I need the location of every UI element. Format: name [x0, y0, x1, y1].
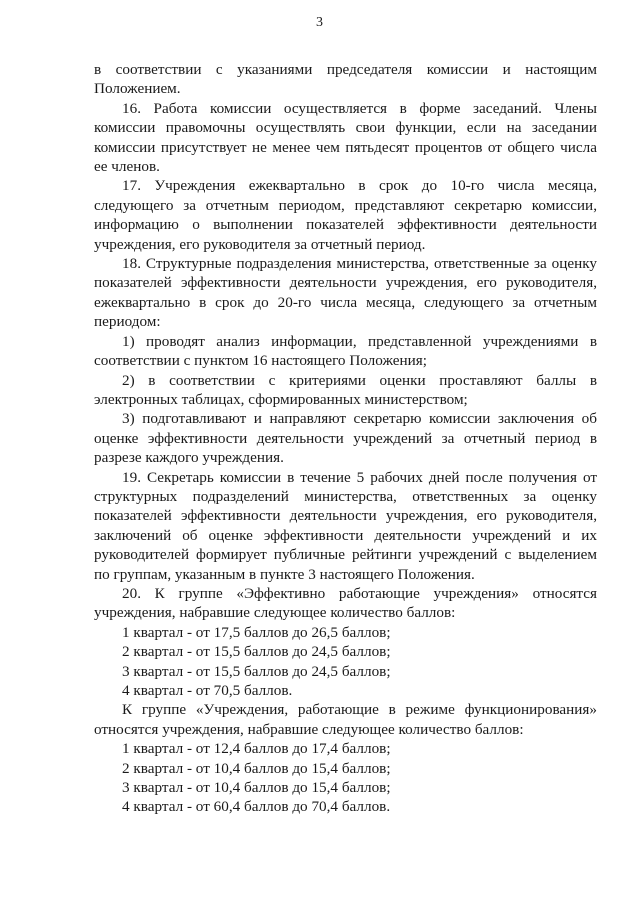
group-functioning-quarter-4: 4 квартал - от 60,4 баллов до 70,4 баллов. [122, 798, 391, 816]
paragraph-18: 18. Структурные подразделения министерства, ответственные за оценку показателей эффективности деятельности учреждения, его руководителя, ежеквартально в срок до 20-го числа месяца, следующего за отчетным периодом: [94, 255, 597, 331]
paragraph-continuation: в соответствии с указаниями председателя комиссии и настоящим Положением. [94, 61, 597, 98]
paragraph-18-item-1: 1) проводят анализ информации, представленной учреждениями в соответствии с пунктом 16 настоящего Положения; [94, 332, 597, 370]
paragraph-18-item-3: 3) подготавливают и направляют секретарю комиссии заключения об оценке эффективности деятельности учреждений за отчетный период в разрезе каждого учреждения. [94, 410, 597, 467]
group-functioning-quarter-2: 2 квартал - от 10,4 баллов до 15,4 баллов; [122, 759, 391, 777]
paragraph-18-item-2: 2) в соответствии с критериями оценки проставляют баллы в электронных таблицах, сформированных министерством; [94, 371, 597, 408]
page-number: 3 [316, 15, 323, 30]
group-effective-quarter-4: 4 квартал - от 70,5 баллов. [122, 682, 293, 699]
group-effective-quarter-3: 3 квартал - от 15,5 баллов до 24,5 баллов; [122, 662, 391, 680]
group-effective-quarter-1: 1 квартал - от 17,5 баллов до 26,5 баллов; [122, 623, 391, 641]
group-effective-quarter-2: 2 квартал - от 15,5 баллов до 24,5 баллов; [122, 643, 391, 661]
group-functioning-quarter-1: 1 квартал - от 12,4 баллов до 17,4 баллов; [122, 740, 391, 758]
paragraph-20: 20. К группе «Эффективно работающие учреждения» относятся учреждения, набравшие следующее количество баллов: [94, 584, 597, 622]
paragraph-functioning-group: К группе «Учреждения, работающие в режиме функционирования» относятся учреждения, набравшие следующее количество баллов: [94, 701, 597, 738]
document-body [94, 60, 597, 817]
group-functioning-quarter-3: 3 квартал - от 10,4 баллов до 15,4 баллов; [122, 779, 391, 797]
paragraph-16: 16. Работа комиссии осуществляется в форме заседаний. Члены комиссии правомочны осуществлять свои функции, если на заседании комиссии присутствует не менее чем пятьдесят процентов от общего числа ее членов. [94, 99, 597, 176]
paragraph-19: 19. Секретарь комиссии в течение 5 рабочих дней после получения от структурных подразделений министерства, ответственных за оценку показателей эффективности деятельности учреждения, его руководителя, заключений об оценке эффективности деятельности учреждений и их руководителей формирует публичные рейтинги учреждений с выделением по группам, указанным в пункте 3 настоящего Положения. [94, 468, 597, 583]
paragraph-17: 17. Учреждения ежеквартально в срок до 10-го числа месяца, следующего за отчетным периодом, представляют секретарю комиссии, информацию о выполнении показателей эффективности деятельности учреждения, его руководителя за отчетный период. [94, 177, 597, 253]
